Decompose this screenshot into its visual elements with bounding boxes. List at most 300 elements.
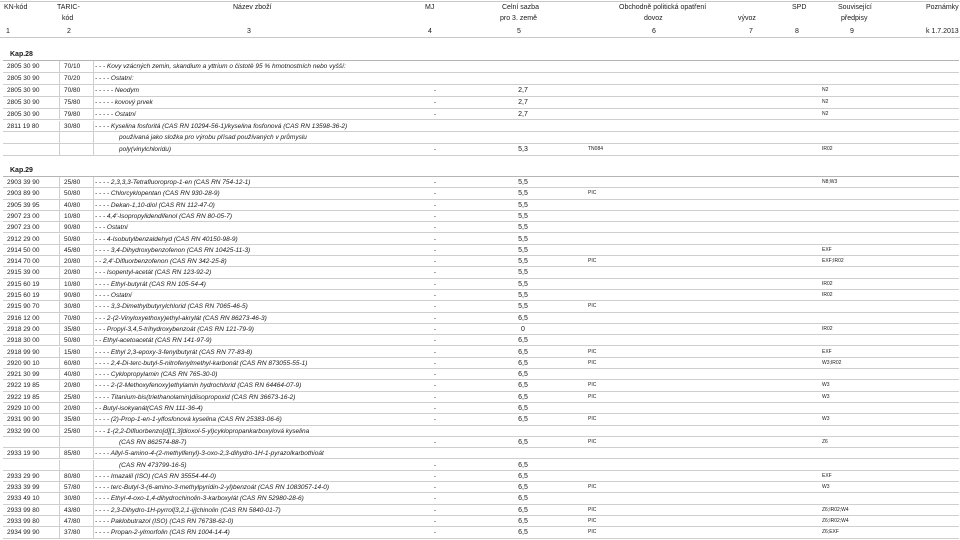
- kn-code-cell: 2934 99 90: [7, 529, 40, 537]
- policy-measure-cell: [588, 177, 628, 188]
- policy-measure-cell: [588, 313, 628, 324]
- duty-rate-cell: [503, 448, 543, 459]
- unit-cell: -: [433, 506, 437, 514]
- related-rules-cell: [822, 61, 882, 72]
- header-rate: Celní sazba: [502, 4, 539, 11]
- related-rules-cell: [822, 267, 882, 278]
- taric-code-cell: [61, 460, 93, 471]
- taric-code-cell: 50/80: [64, 190, 81, 198]
- column-divider: [93, 471, 94, 481]
- table-row: [3, 267, 959, 278]
- related-rules-cell: [822, 234, 882, 245]
- description-cell: - - - - 3,4-Dihydroxybenzofenon (CAS RN 10425-11-3): [95, 246, 251, 254]
- related-rules-cell: [822, 200, 882, 211]
- taric-code-cell: [61, 437, 93, 448]
- related-rules-cell: [822, 301, 882, 312]
- taric-code-cell: 30/80: [64, 122, 81, 130]
- column-divider: [93, 403, 94, 413]
- kn-code-cell: 2915 90 70: [7, 303, 40, 311]
- header-policy: Obchodně politická opatření: [619, 4, 707, 11]
- unit-cell: -: [433, 461, 437, 469]
- duty-rate-cell: 5,5: [518, 246, 528, 254]
- column-divider: [93, 211, 94, 221]
- column-divider: [93, 335, 94, 345]
- taric-code-cell: 10/80: [64, 280, 81, 288]
- related-rules-cell: [822, 448, 882, 459]
- col-num-6: 6: [652, 28, 656, 35]
- related-rules-cell: [822, 211, 882, 222]
- policy-measure-cell: PIC: [588, 348, 597, 355]
- unit-cell: -: [433, 518, 437, 525]
- related-rules-cell: [822, 460, 882, 471]
- duty-rate-cell: 6,5: [518, 359, 528, 367]
- kn-code-cell: [7, 144, 59, 155]
- column-divider: [93, 347, 94, 357]
- kn-code-cell: 2933 99 80: [7, 506, 40, 514]
- kn-code-cell: 2907 23 00: [7, 212, 40, 220]
- description-cell: - - - - Dekan-1,10-diol (CAS RN 112-47-0): [95, 201, 215, 209]
- policy-measure-cell: [588, 245, 628, 256]
- unit-cell: -: [433, 303, 437, 311]
- unit-cell: [431, 121, 439, 132]
- col-num-8: 8: [795, 28, 799, 35]
- column-divider: [93, 188, 94, 198]
- header-import: dovoz: [644, 15, 663, 22]
- kn-code-cell: 2918 99 90: [7, 348, 40, 356]
- taric-code-cell: 10/80: [64, 212, 81, 220]
- table-row: [3, 358, 959, 369]
- column-divider: [59, 200, 60, 210]
- column-divider: [59, 392, 60, 402]
- description-cell: - - - Kovy vzácných zemin, skandium a yttrium o čistotě 95 % hmotnostních nebo vyšší:: [95, 63, 346, 70]
- kn-code-cell: 2933 49 10: [7, 495, 40, 503]
- related-rules-cell: N2: [822, 110, 829, 117]
- column-divider: [59, 347, 60, 357]
- taric-code-cell: 45/80: [64, 246, 81, 254]
- policy-measure-cell: PIC: [588, 393, 597, 400]
- table-row: [3, 188, 959, 199]
- table-row: [3, 234, 959, 245]
- column-divider: [93, 245, 94, 255]
- table-row: [3, 324, 959, 335]
- kn-code-cell: 2912 29 00: [7, 235, 40, 243]
- kn-code-cell: 2929 10 00: [7, 405, 40, 412]
- column-divider: [59, 97, 60, 108]
- taric-code-cell: 35/80: [64, 325, 81, 333]
- duty-rate-cell: 5,5: [518, 280, 528, 288]
- header-origin: pro 3. země: [500, 15, 537, 22]
- description-cell: - - - - - Neodym: [95, 86, 140, 94]
- table-row: [3, 448, 959, 459]
- kn-code-cell: 2932 99 00: [7, 427, 40, 435]
- column-divider: [59, 471, 60, 481]
- policy-measure-cell: [588, 85, 628, 96]
- unit-cell: -: [433, 235, 437, 243]
- duty-rate-cell: 5,3: [518, 146, 528, 154]
- column-divider: [93, 144, 94, 155]
- duty-rate-cell: 5,5: [518, 303, 528, 311]
- table-row: [3, 290, 959, 301]
- taric-code-cell: 75/80: [64, 98, 81, 106]
- kn-code-cell: 2921 30 99: [7, 371, 40, 379]
- table-row: [3, 109, 959, 121]
- unit-cell: -: [433, 405, 437, 412]
- related-rules-cell: [822, 188, 882, 199]
- column-divider: [93, 222, 94, 232]
- related-rules-cell: EXF: [822, 348, 832, 355]
- column-divider: [93, 516, 94, 526]
- taric-code-cell: 60/80: [64, 359, 81, 367]
- column-divider: [59, 109, 60, 120]
- related-rules-cell: [822, 222, 882, 233]
- related-rules-cell: W3: [822, 393, 830, 400]
- description-cell: - - - - Ethyl-4-oxo-1,4-dihydrochinolin-3-karboxylát (CAS RN 52980-28-6): [95, 495, 304, 503]
- column-divider: [59, 426, 60, 436]
- header-kn: KN-kód: [4, 4, 28, 11]
- duty-rate-cell: 6,5: [518, 518, 528, 525]
- column-divider: [59, 245, 60, 255]
- kn-code-cell: 2805 30 90: [7, 86, 40, 94]
- policy-measure-cell: [588, 132, 628, 143]
- column-divider: [59, 358, 60, 368]
- policy-measure-cell: [588, 200, 628, 211]
- unit-cell: -: [433, 314, 437, 322]
- duty-rate-cell: 6,5: [518, 371, 528, 379]
- column-divider: [59, 279, 60, 289]
- duty-rate-cell: [503, 426, 543, 437]
- header-row-sublabels: [0, 13, 960, 25]
- kn-code-cell: 2933 99 80: [7, 518, 40, 525]
- policy-measure-cell: PIC: [588, 303, 597, 310]
- column-divider: [93, 358, 94, 368]
- chapter-29-label: Kap.29: [10, 167, 33, 174]
- column-divider: [59, 460, 60, 470]
- table-row: [3, 222, 959, 233]
- table-row: [3, 144, 959, 156]
- kn-code-cell: 2933 19 90: [7, 450, 40, 458]
- related-rules-cell: W3: [822, 416, 830, 423]
- unit-cell: -: [433, 359, 437, 367]
- policy-measure-cell: [588, 448, 628, 459]
- duty-rate-cell: 6,5: [518, 484, 528, 492]
- description-cell: - - - - Ethyl-butyrát (CAS RN 105-54-4): [95, 280, 206, 288]
- column-divider: [93, 414, 94, 424]
- column-divider: [59, 256, 60, 266]
- policy-measure-cell: PIC: [588, 506, 597, 513]
- column-divider: [93, 313, 94, 323]
- related-rules-cell: EXF: [822, 472, 832, 479]
- column-divider: [59, 177, 60, 187]
- table-row: [3, 85, 959, 97]
- related-rules-cell: Z6;EXF: [822, 529, 839, 536]
- unit-cell: -: [433, 179, 437, 186]
- taric-code-cell: 70/20: [64, 74, 81, 82]
- description-cell: - - 2,4'-Difluorbenzofenon (CAS RN 342-25-8): [95, 258, 227, 266]
- table-row: [3, 369, 959, 380]
- unit-cell: -: [433, 438, 437, 446]
- duty-rate-cell: 6,5: [518, 405, 528, 412]
- description-cell: - - - - Paklobutrazol (ISO) (CAS RN 76738-62-0): [95, 518, 234, 525]
- table-row: [3, 471, 959, 482]
- duty-rate-cell: 6,5: [518, 416, 528, 424]
- taric-code-cell: 40/80: [64, 371, 81, 379]
- kn-code-cell: 2903 39 90: [7, 179, 40, 186]
- col-num-5: 5: [517, 28, 521, 35]
- kn-code-cell: 2920 90 10: [7, 359, 40, 367]
- header-spd: SPD: [792, 4, 807, 11]
- description-cell: - - - - Allyl-5-amino-4-(2-methylfenyl)-3-oxo-2,3-dihydro-1H-1-pyrazolkarbothioát: [95, 450, 324, 458]
- duty-rate-cell: [503, 73, 543, 84]
- table-row: [3, 516, 959, 527]
- table-row: [3, 97, 959, 109]
- header-rules: předpisy: [841, 15, 868, 22]
- column-divider: [93, 493, 94, 503]
- description-cell: (CAS RN 862574-88-7): [119, 438, 187, 446]
- column-divider: [59, 85, 60, 96]
- related-rules-cell: IR02: [822, 292, 833, 298]
- kn-code-cell: 2907 23 00: [7, 224, 40, 232]
- column-divider: [59, 301, 60, 311]
- column-divider: [93, 177, 94, 187]
- duty-rate-cell: 5,5: [518, 235, 528, 243]
- col-num-3: 3: [247, 28, 251, 35]
- policy-measure-cell: [588, 61, 628, 72]
- kn-code-cell: 2805 30 90: [7, 110, 40, 118]
- table-row: [3, 392, 959, 403]
- description-cell: - - - - Propan-2-ylmorfolin (CAS RN 1004-14-4): [95, 529, 230, 537]
- header-mj: MJ: [425, 4, 435, 11]
- unit-cell: -: [433, 393, 437, 401]
- kn-code-cell: 2922 19 85: [7, 393, 40, 401]
- policy-measure-cell: [588, 324, 628, 335]
- column-divider: [59, 527, 60, 537]
- unit-cell: -: [433, 86, 437, 94]
- taric-code-cell: 90/80: [64, 292, 81, 299]
- table-row: [3, 211, 959, 222]
- kn-code-cell: 2805 30 90: [7, 63, 40, 70]
- column-divider: [93, 85, 94, 96]
- duty-rate-cell: 5,5: [518, 292, 528, 299]
- unit-cell: -: [433, 529, 437, 537]
- duty-rate-cell: 5,5: [518, 269, 528, 277]
- table-row: [3, 121, 959, 133]
- taric-code-cell: [61, 132, 93, 143]
- policy-measure-cell: [588, 73, 628, 84]
- duty-rate-cell: [503, 61, 543, 72]
- column-divider: [93, 132, 94, 143]
- policy-measure-cell: PIC: [588, 416, 597, 423]
- table-row: [3, 279, 959, 290]
- duty-rate-cell: 6,5: [518, 337, 528, 345]
- table-row: [3, 414, 959, 425]
- column-divider: [59, 380, 60, 390]
- policy-measure-cell: [588, 369, 628, 380]
- table-row: [3, 177, 959, 188]
- unit-cell: -: [433, 246, 437, 254]
- description-cell: (CAS RN 473799-16-5): [119, 461, 187, 469]
- related-rules-cell: Z6;IR02;W4: [822, 506, 849, 513]
- kn-code-cell: 2915 39 00: [7, 269, 40, 277]
- column-divider: [93, 200, 94, 210]
- kn-code-cell: 2914 50 00: [7, 246, 40, 254]
- related-rules-cell: W3: [822, 382, 830, 389]
- column-divider: [93, 482, 94, 492]
- column-divider: [93, 121, 94, 132]
- description-cell: - - Butyl-isokyanát(CAS RN 111-36-4): [95, 405, 203, 412]
- taric-code-cell: 20/80: [64, 405, 81, 412]
- kn-code-cell: 2905 39 95: [7, 201, 40, 209]
- kn-code-cell: 2931 90 90: [7, 416, 40, 424]
- related-rules-cell: Z6: [822, 438, 828, 445]
- related-rules-cell: N8;W3: [822, 179, 838, 185]
- table-row: [3, 200, 959, 211]
- column-divider: [59, 222, 60, 232]
- unit-cell: -: [433, 371, 437, 379]
- header-export: vývoz: [738, 15, 756, 22]
- column-divider: [59, 61, 60, 72]
- kn-code-cell: 2805 30 90: [7, 98, 40, 106]
- policy-measure-cell: PIC: [588, 518, 597, 524]
- col-num-9: 9: [850, 28, 854, 35]
- related-rules-cell: [822, 369, 882, 380]
- description-cell: - - Ethyl-acetoacetát (CAS RN 141-97-9): [95, 337, 212, 345]
- policy-measure-cell: [588, 471, 628, 482]
- duty-rate-cell: 5,5: [518, 179, 528, 186]
- kn-code-cell: 2933 29 90: [7, 472, 40, 480]
- taric-code-cell: 15/80: [64, 348, 81, 356]
- related-rules-cell: IR02: [822, 325, 833, 332]
- column-divider: [59, 448, 60, 458]
- kn-code-cell: [7, 460, 59, 471]
- kn-code-cell: 2933 39 99: [7, 484, 40, 492]
- related-rules-cell: EXF: [822, 246, 832, 253]
- description-cell: - - - 4-Isobutylbenzaldehyd (CAS RN 40150-98-9): [95, 235, 238, 243]
- column-divider: [93, 324, 94, 334]
- column-divider: [93, 267, 94, 277]
- duty-rate-cell: [503, 132, 543, 143]
- kn-code-cell: [7, 132, 59, 143]
- policy-measure-cell: [588, 109, 628, 120]
- table-header: [0, 0, 960, 38]
- taric-code-cell: 85/80: [64, 450, 81, 458]
- unit-cell: -: [433, 258, 437, 266]
- duty-rate-cell: 6,5: [518, 438, 528, 446]
- duty-rate-cell: 2,7: [518, 98, 528, 106]
- taric-code-cell: 79/80: [64, 110, 81, 118]
- taric-code-cell: [61, 144, 93, 155]
- taric-code-cell: 70/10: [64, 63, 81, 70]
- header-row-labels: [0, 1, 960, 13]
- table-row: [3, 132, 959, 144]
- column-divider: [59, 516, 60, 526]
- policy-measure-cell: PIC: [588, 529, 597, 536]
- description-cell: - - - Propyl-3,4,5-trihydroxybenzoát (CAS RN 121-79-9): [95, 325, 254, 333]
- description-cell: - - - Isopentyl-acetát (CAS RN 123-92-2): [95, 269, 212, 277]
- duty-rate-cell: 5,5: [518, 201, 528, 209]
- column-divider: [93, 290, 94, 300]
- column-divider: [93, 437, 94, 447]
- duty-rate-cell: 6,5: [518, 393, 528, 401]
- column-divider: [93, 97, 94, 108]
- unit-cell: -: [433, 98, 437, 106]
- duty-rate-cell: [503, 121, 543, 132]
- column-divider: [59, 73, 60, 84]
- unit-cell: -: [433, 212, 437, 220]
- header-code: kód: [62, 15, 74, 22]
- taric-code-cell: 35/80: [64, 416, 81, 424]
- policy-measure-cell: [588, 267, 628, 278]
- column-divider: [59, 505, 60, 515]
- column-divider: [59, 335, 60, 345]
- policy-measure-cell: [588, 279, 628, 290]
- kn-code-cell: 2916 12 00: [7, 314, 40, 322]
- chapter-28-label: Kap.28: [10, 51, 33, 58]
- unit-cell: -: [433, 190, 437, 198]
- duty-rate-cell: 6,5: [518, 382, 528, 390]
- kn-code-cell: 2805 30 90: [7, 74, 40, 82]
- unit-cell: [431, 132, 439, 143]
- column-divider: [59, 493, 60, 503]
- kn-code-cell: 2915 60 19: [7, 280, 40, 288]
- column-divider: [59, 144, 60, 155]
- description-cell: - - - - Ethyl 2,3-epoxy-3-fenylbutyrát (CAS RN 77-83-8): [95, 348, 253, 356]
- table-row: [3, 245, 959, 256]
- taric-code-cell: 25/80: [64, 179, 81, 186]
- unit-cell: -: [433, 269, 437, 277]
- header-row-numbers: [0, 26, 960, 38]
- chapter-28-table: [3, 60, 959, 156]
- taric-code-cell: 90/80: [64, 224, 81, 232]
- policy-measure-cell: [588, 121, 628, 132]
- column-divider: [59, 369, 60, 379]
- unit-cell: -: [433, 110, 437, 118]
- kn-code-cell: [7, 437, 59, 448]
- policy-measure-cell: PIC: [588, 258, 597, 265]
- related-rules-cell: W3: [822, 484, 830, 491]
- taric-code-cell: 70/80: [64, 86, 81, 94]
- table-row: [3, 403, 959, 414]
- column-divider: [59, 437, 60, 447]
- policy-measure-cell: TN084: [588, 146, 604, 153]
- chapter-29-table: [3, 176, 959, 540]
- column-divider: [93, 61, 94, 72]
- policy-measure-cell: PIC: [588, 190, 597, 197]
- kn-code-cell: 2914 70 00: [7, 258, 40, 266]
- duty-rate-cell: 5,5: [518, 224, 528, 232]
- description-cell: - - - - 2,4-Di-terc-butyl-5-nitrofenylmethyl-karbonát (CAS RN 873055-55-1): [95, 359, 308, 367]
- description-cell: - - - - Chlorcyklopentan (CAS RN 930-28-9): [95, 190, 220, 198]
- table-row: [3, 482, 959, 493]
- column-divider: [59, 132, 60, 143]
- column-divider: [93, 369, 94, 379]
- description-cell: - - - - Imazalil (ISO) (CAS RN 35554-44-0): [95, 472, 216, 480]
- unit-cell: -: [433, 224, 437, 232]
- column-divider: [93, 426, 94, 436]
- taric-code-cell: 25/80: [64, 427, 81, 435]
- related-rules-cell: [822, 121, 882, 132]
- table-row: [3, 347, 959, 358]
- policy-measure-cell: [588, 97, 628, 108]
- table-row: [3, 256, 959, 267]
- column-divider: [93, 301, 94, 311]
- description-cell: - - - - Titanium-bis(triethanolamin)diisopropoxid (CAS RN 36673-16-2): [95, 393, 296, 401]
- related-rules-cell: [822, 73, 882, 84]
- header-date: k 1.7.2013: [926, 28, 959, 35]
- duty-rate-cell: 6,5: [518, 348, 528, 356]
- column-divider: [59, 234, 60, 244]
- duty-rate-cell: 5,5: [518, 190, 528, 198]
- policy-measure-cell: [588, 234, 628, 245]
